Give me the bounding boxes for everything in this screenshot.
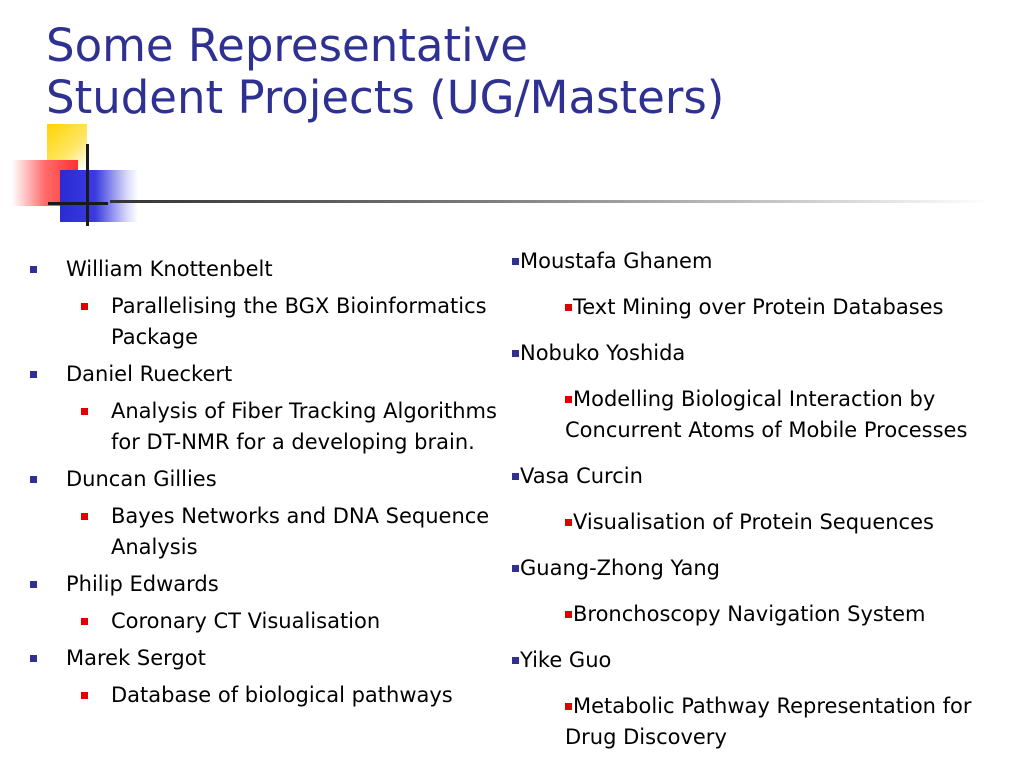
bullet-square-icon [30,476,37,483]
list-item-supervisor [0,359,500,390]
supervisor-name: Nobuko Yoshida [520,341,686,365]
supervisor-name: William Knottenbelt [66,257,273,281]
project-title: Bayes Networks and DNA Sequence Analysis [111,504,490,559]
decorative-squares-logo [0,118,160,228]
project-title: Metabolic Pathway Representation for Drug Discovery [565,694,972,749]
bullet-square-icon [512,473,519,480]
bullet-square-icon [81,408,88,415]
bullet-square-icon [512,350,519,357]
list-item-supervisor [512,246,1017,277]
bullet-square-icon [30,655,37,662]
list-item-supervisor [0,643,500,674]
list-item-project [512,691,1017,753]
list-item-supervisor [0,254,500,285]
project-title: Coronary CT Visualisation [111,609,381,633]
list-item-project [0,396,500,458]
title-divider-line [110,200,990,203]
slide-title [46,20,724,124]
list-item-supervisor [0,464,500,495]
bullet-square-icon [565,396,572,403]
list-item-supervisor [0,569,500,600]
supervisor-name: Guang-Zhong Yang [520,556,720,580]
list-item-supervisor [512,338,1017,369]
bullet-square-icon [30,371,37,378]
bullet-square-icon [565,611,572,618]
supervisor-name: Vasa Curcin [520,464,643,488]
supervisor-name: Yike Guo [520,648,612,672]
list-item-project [512,507,1017,538]
list-item-project [0,606,500,637]
list-item-project [512,599,1017,630]
bullet-square-icon [30,266,37,273]
project-title: Bronchoscopy Navigation System [573,602,926,626]
bullet-square-icon [30,581,37,588]
list-item-project [512,384,1017,446]
blue-square-shape [60,170,138,222]
bullet-square-icon [565,304,572,311]
bullet-square-icon [512,258,519,265]
bullet-square-icon [81,618,88,625]
list-item-project [0,680,500,711]
supervisor-name: Duncan Gillies [66,467,217,491]
right-project-list [512,246,1017,768]
supervisor-name: Moustafa Ghanem [520,249,713,273]
bullet-square-icon [81,692,88,699]
project-title: Visualisation of Protein Sequences [573,510,934,534]
bullet-square-icon [512,565,519,572]
list-item-supervisor [512,553,1017,584]
bullet-square-icon [565,703,572,710]
project-title: Database of biological pathways [111,683,453,707]
left-project-list [0,254,500,717]
list-item-supervisor [512,645,1017,676]
bullet-square-icon [512,657,519,664]
list-item-project [0,291,500,353]
slide-title-line-1: Some Representative [46,19,528,72]
project-title: Text Mining over Protein Databases [573,295,944,319]
bullet-square-icon [565,519,572,526]
list-item-project [0,501,500,563]
supervisor-name: Daniel Rueckert [66,362,233,386]
project-title: Modelling Biological Interaction by Concurrent Atoms of Mobile Processes [565,387,968,442]
project-title: Parallelising the BGX Bioinformatics Package [111,294,487,349]
list-item-project [512,292,1017,323]
supervisor-name: Marek Sergot [66,646,206,670]
slide-title-line-2: Student Projects (UG/Masters) [46,71,725,124]
project-title: Analysis of Fiber Tracking Algorithms for DT-NMR for a developing brain. [111,399,497,454]
list-item-supervisor [512,461,1017,492]
horizontal-crosshair-line [48,202,108,205]
bullet-square-icon [81,513,88,520]
vertical-crosshair-line [86,144,89,226]
supervisor-name: Philip Edwards [66,572,219,596]
bullet-square-icon [81,303,88,310]
